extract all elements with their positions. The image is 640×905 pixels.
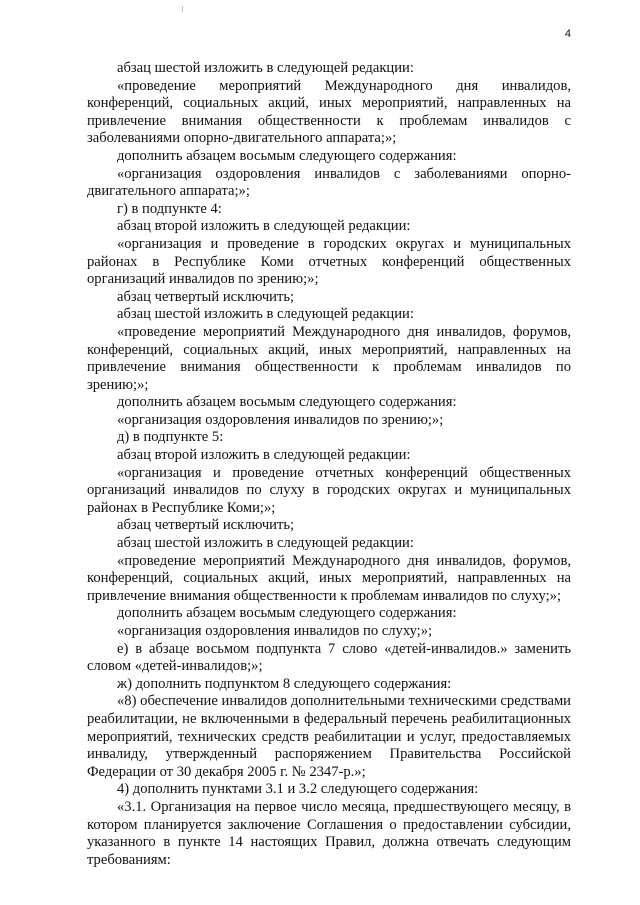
paragraph: дополнить абзацем восьмым следующего содержания: [117, 147, 457, 164]
paragraph: абзац четвертый исключить; [117, 517, 295, 534]
paragraph: «организация оздоровления инвалидов с заболеваниями опорно-двигательного аппарата;»; [87, 165, 571, 200]
paragraph: дополнить абзацем восьмым следующего содержания: [117, 605, 457, 622]
paragraph: е) в абзаце восьмом подпункта 7 слово «детей-инвалидов.» заменить словом «детей-инвалидов;»; [87, 640, 571, 675]
paragraph: ж) дополнить подпунктом 8 следующего содержания: [117, 675, 452, 692]
scan-mark [182, 6, 183, 12]
page-number: 4 [564, 28, 571, 40]
paragraph: «организация оздоровления инвалидов по зрению;»; [117, 411, 444, 428]
paragraph: «организация оздоровления инвалидов по слуху;»; [117, 623, 433, 639]
paragraph: д) в подпункте 5: [117, 429, 224, 446]
paragraph: абзац второй изложить в следующей редакции: [117, 218, 411, 235]
document-body [87, 60, 571, 869]
paragraph: дополнить абзацем восьмым следующего содержания: [117, 394, 457, 411]
paragraph: абзац шестой изложить в следующей редакции: [117, 60, 414, 76]
paragraph: «проведение мероприятий Международного дня инвалидов, конференций, социальных акций, иных мероприятий, направленных на привлечение внимания общественности к проблемам инвалидов с заболеваниями опорно-двигательного аппарата;»; [87, 77, 571, 147]
paragraph: абзац второй изложить в следующей редакции: [117, 447, 411, 464]
paragraph: «3.1. Организация на первое число месяца, предшествующего месяцу, в котором планируется заключение Соглашения о предоставлении субсидии, указанного в пункте 14 настоящих Правил, должна отвечать следующим требованиям: [87, 798, 571, 868]
paragraph: «организация и проведение отчетных конференций общественных организаций инвалидов по слуху в городских округах и муниципальных районах в Республике Коми;»; [87, 464, 571, 516]
paragraph: абзац шестой изложить в следующей редакции: [117, 306, 414, 323]
paragraph: г) в подпункте 4: [117, 200, 222, 217]
paragraph: «проведение мероприятий Международного дня инвалидов, форумов, конференций, социальных акций, иных мероприятий, направленных на привлечение внимания общественности к проблемам инвалидов по слуху;»; [87, 552, 571, 604]
paragraph: «8) обеспечение инвалидов дополнительными техническими средствами реабилитации, не включенными в федеральный перечень реабилитационных мероприятий, технических средств реабилитации и услуг, предоставляемых инвалиду, утвержденный распоряжением Правительства Российской Федерации от 30 декабря 2005 г. № 2347-р.»; [87, 693, 571, 780]
paragraph: абзац четвертый исключить; [117, 288, 295, 305]
paragraph: абзац шестой изложить в следующей редакции: [117, 535, 414, 552]
paragraph: 4) дополнить пунктами 3.1 и 3.2 следующего содержания: [117, 781, 479, 798]
paragraph: «проведение мероприятий Международного дня инвалидов, форумов, конференций, социальных акций, иных мероприятий, направленных на привлечение внимания общественности к проблемам инвалидов по зрению;»; [87, 323, 571, 393]
paragraph: «организация и проведение в городских округах и муниципальных районах в Республике Коми отчетных конференций общественных организаций инвалидов по зрению;»; [87, 235, 571, 288]
